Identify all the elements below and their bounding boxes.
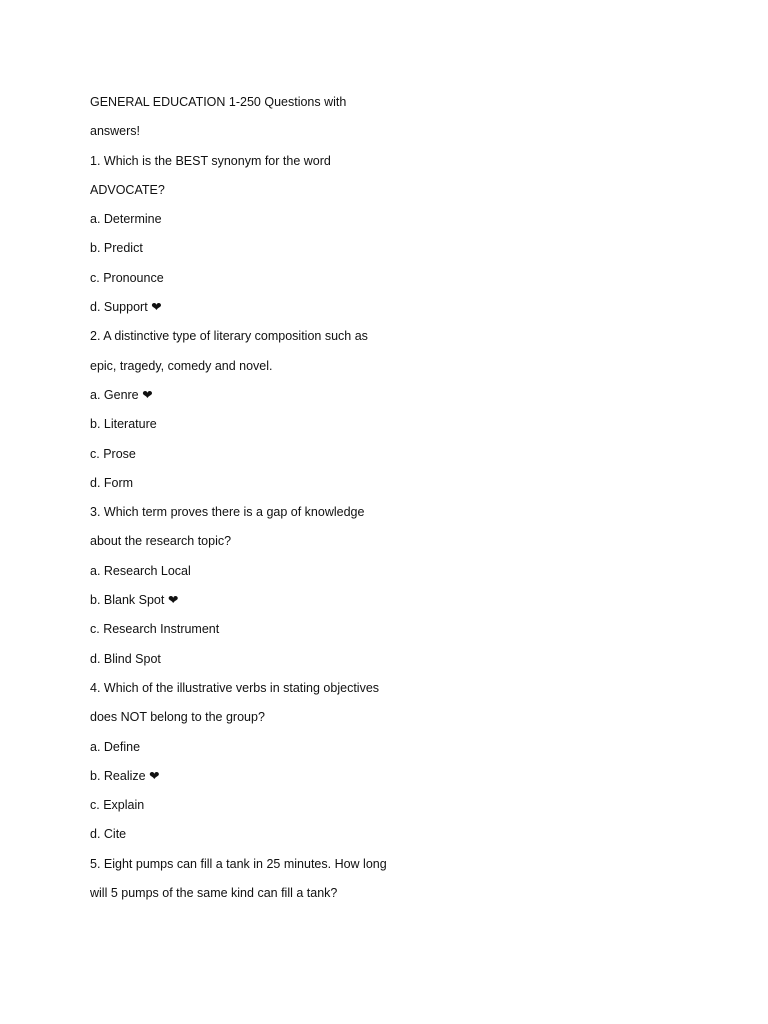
question-2-prompt-continued: epic, tragedy, comedy and novel. [90,358,273,373]
question-2-option-b: b. Literature [90,417,157,432]
question-1-option-c: c. Pronounce [90,270,164,285]
question-4-prompt-continued: does NOT belong to the group? [90,710,265,725]
question-4-option-a: a. Define [90,739,141,754]
question-3-option-c: c. Research Instrument [90,622,220,637]
question-2-option-c: c. Prose [90,446,136,461]
question-4-prompt: 4. Which of the illustrative verbs in stating objectives [90,680,380,695]
question-5-prompt: 5. Eight pumps can fill a tank in 25 minutes. How long [90,856,387,871]
question-1-option-a: a. Determine [90,212,162,227]
question-1-option-b: b. Predict [90,241,143,256]
question-1-prompt: 1. Which is the BEST synonym for the word [90,153,331,168]
question-2-prompt: 2. A distinctive type of literary composition such as [90,329,368,344]
question-3-option-b: b. Blank Spot ❤ [90,593,179,608]
question-3-option-a: a. Research Local [90,563,191,578]
question-5-prompt-continued: will 5 pumps of the same kind can fill a tank? [90,886,338,901]
document-title-continued: answers! [90,124,141,139]
question-2-option-a: a. Genre ❤ [90,387,153,402]
question-3-prompt: 3. Which term proves there is a gap of knowledge [90,505,365,520]
document-body [90,88,710,908]
question-2-option-d: d. Form [90,475,134,490]
question-4-option-d: d. Cite [90,827,127,842]
question-1-option-d: d. Support ❤ [90,300,162,315]
question-3-option-d: d. Blind Spot [90,651,161,666]
question-4-option-c: c. Explain [90,798,145,813]
document-title: GENERAL EDUCATION 1-250 Questions with [90,95,347,109]
question-3-prompt-continued: about the research topic? [90,534,232,549]
question-1-prompt-continued: ADVOCATE? [90,182,165,197]
question-4-option-b: b. Realize ❤ [90,768,160,783]
